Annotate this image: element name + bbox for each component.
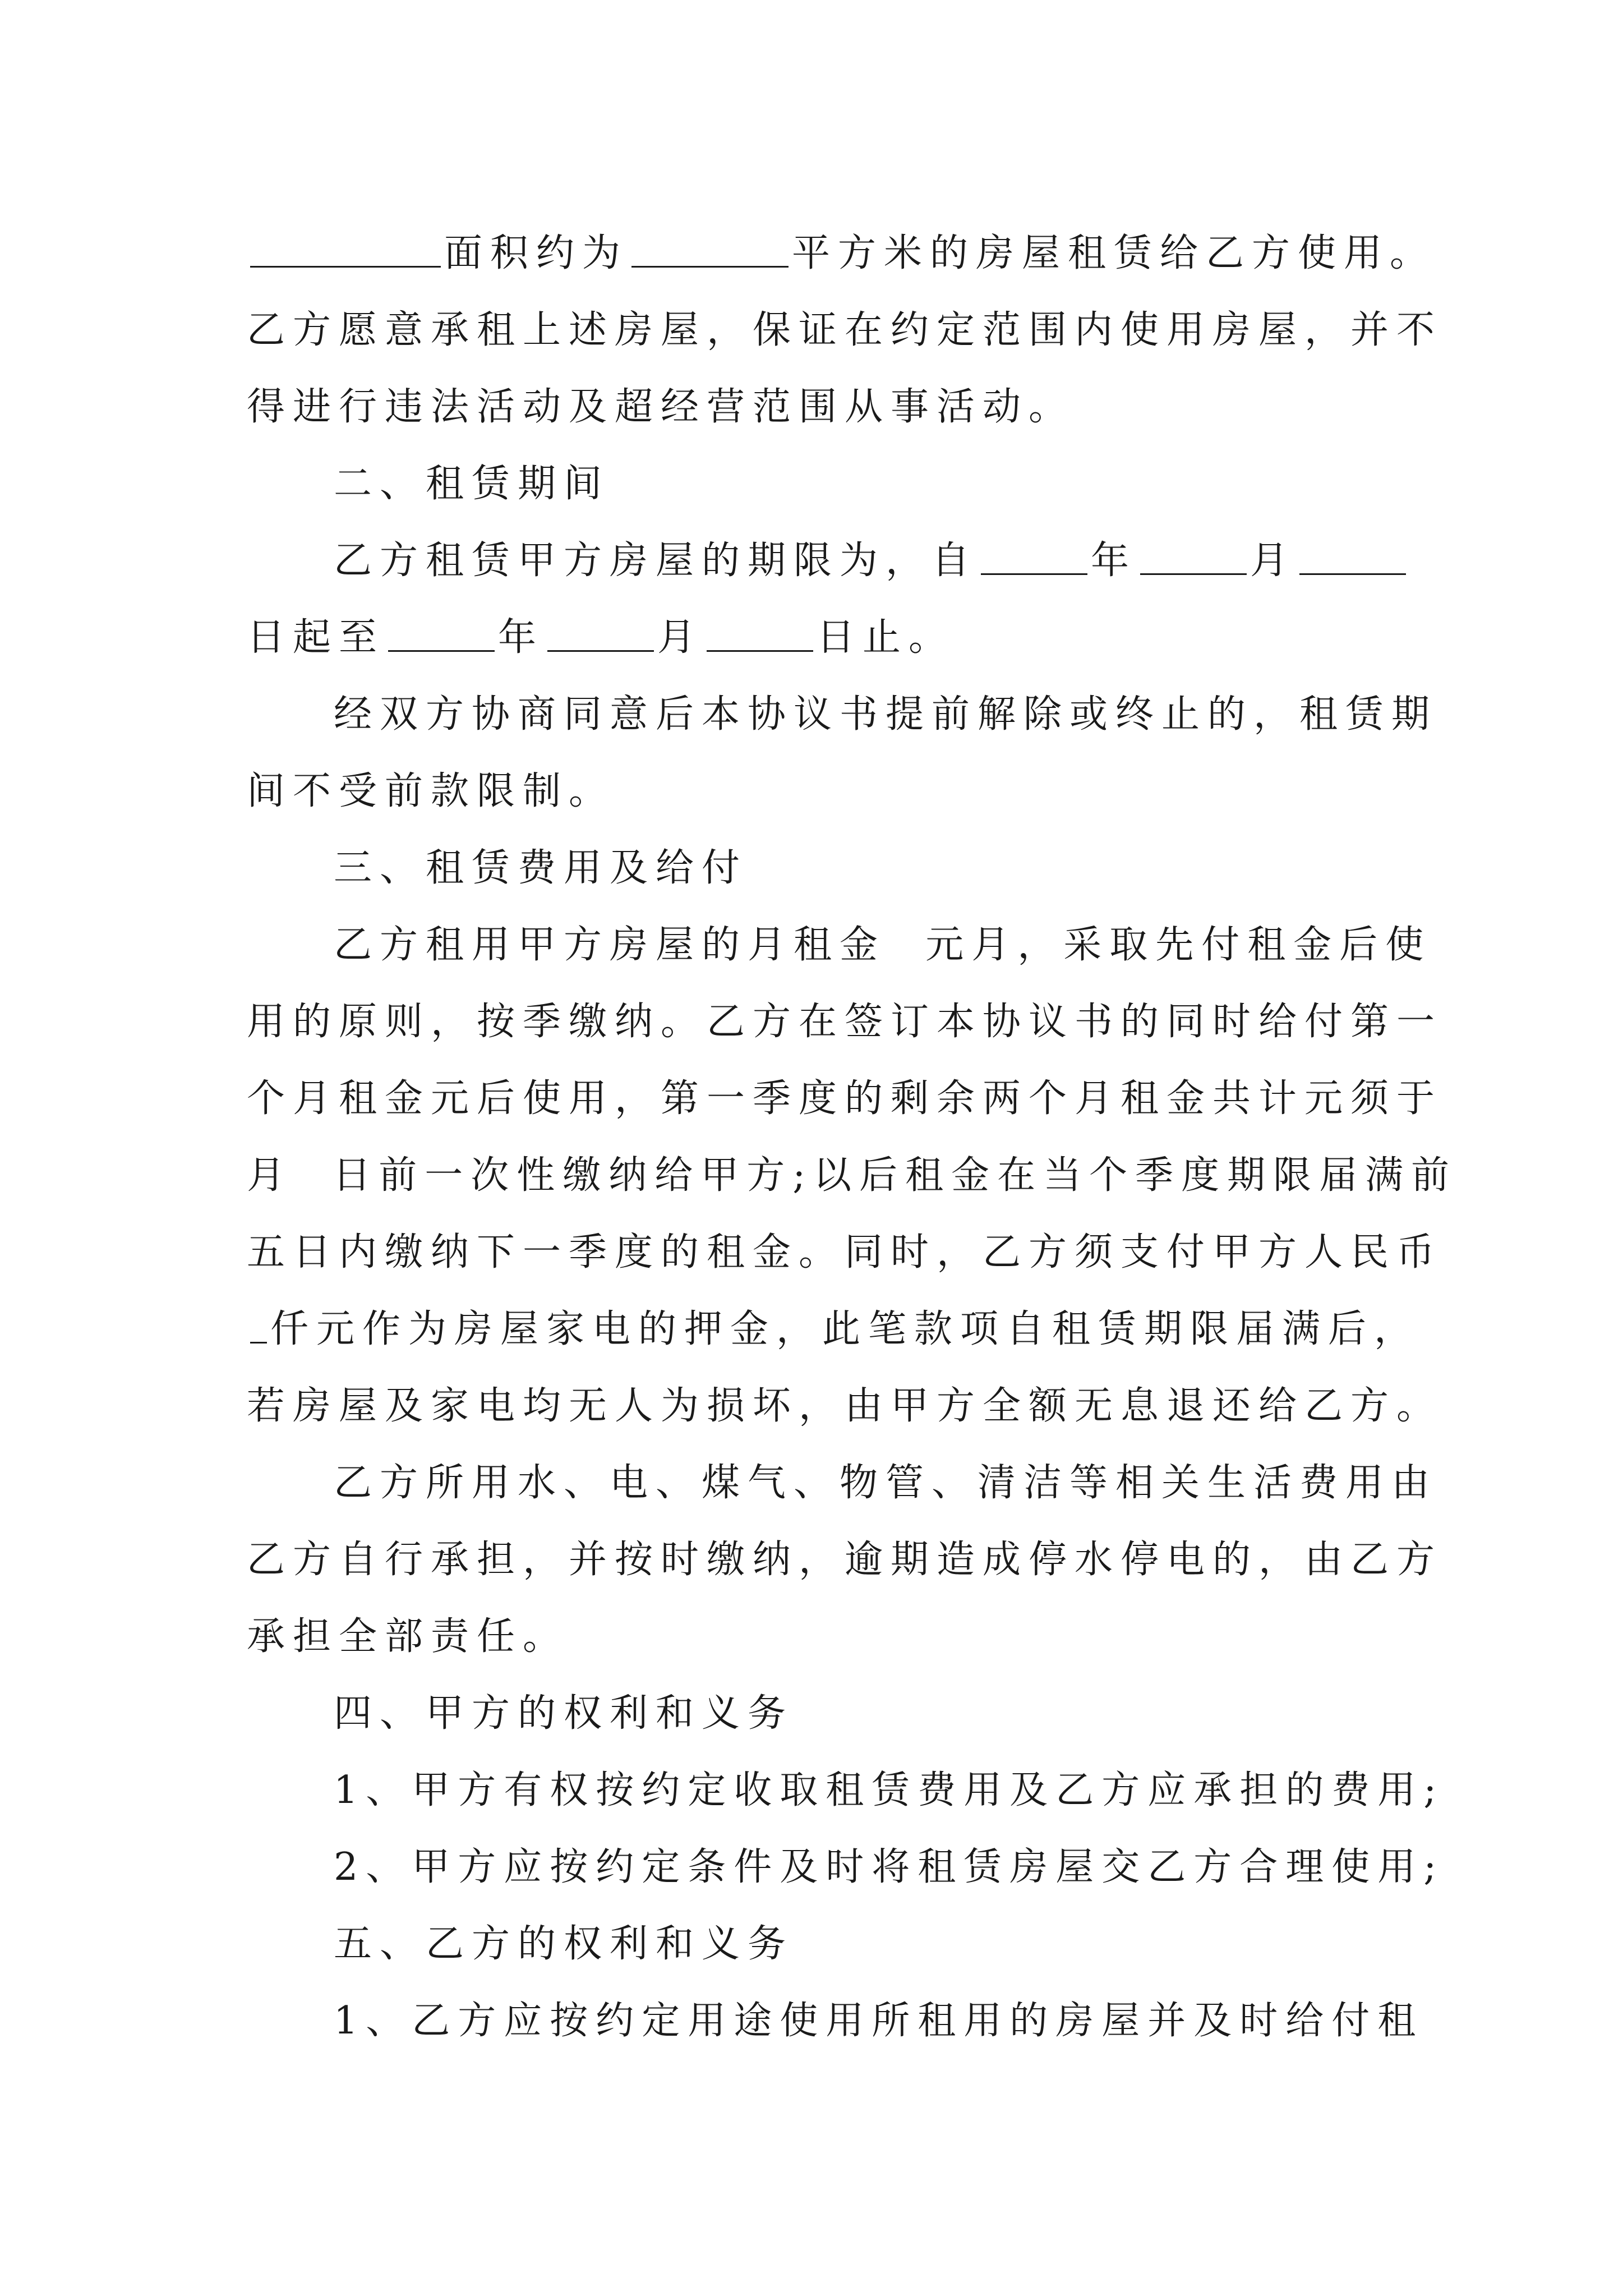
fill-in-blank bbox=[1140, 539, 1247, 575]
paragraph-line: 乙方租用甲方房屋的月租金 元月，采取先付租金后使 bbox=[334, 923, 1432, 967]
document-body bbox=[247, 215, 1458, 2059]
list-item: 1、甲方有权按约定收取租赁费用及乙方应承担的费用; bbox=[334, 1768, 1445, 1812]
text-span: 年 bbox=[1091, 539, 1137, 583]
paragraph-line: 间不受前款限制。 bbox=[247, 769, 615, 813]
fill-in-blank bbox=[981, 539, 1087, 575]
paragraph-line: 五日内缴纳下一季度的租金。同时，乙方须支付甲方人民币 bbox=[247, 1230, 1443, 1274]
text-span: 日起至 bbox=[247, 615, 385, 660]
fill-in-blank bbox=[250, 1308, 267, 1343]
text-span: 月 bbox=[657, 615, 704, 660]
paragraph-line: 乙方自行承担，并按时缴纳，逾期造成停水停电的，由乙方 bbox=[247, 1538, 1443, 1582]
paragraph-line: 承担全部责任。 bbox=[247, 1614, 569, 1659]
paragraph-line: 经双方协商同意后本协议书提前解除或终止的，租赁期 bbox=[334, 692, 1438, 737]
text-span: 平方米的房屋租赁给乙方使用。 bbox=[792, 231, 1436, 275]
paragraph-line bbox=[247, 1291, 1421, 1368]
paragraph-line bbox=[247, 215, 1436, 292]
fill-in-blank bbox=[1299, 539, 1406, 575]
fill-in-blank bbox=[631, 232, 789, 268]
text-span: 年 bbox=[498, 615, 545, 660]
paragraph-line: 若房屋及家电均无人为损坏，由甲方全额无息退还给乙方。 bbox=[247, 1384, 1443, 1428]
fill-in-blank bbox=[250, 232, 441, 268]
paragraph-line: 个月租金元后使用，第一季度的剩余两个月租金共计元须于 bbox=[247, 1076, 1443, 1121]
text-span: 乙方租赁甲方房屋的期限为，自 bbox=[334, 539, 978, 583]
section-heading: 五、乙方的权利和义务 bbox=[334, 1922, 794, 1966]
paragraph-line: 月 日前一次性缴纳给甲方;以后租金在当个季度期限届满前 bbox=[247, 1153, 1458, 1198]
paragraph-line: 乙方所用水、电、煤气、物管、清洁等相关生活费用由 bbox=[334, 1461, 1438, 1505]
text-span: 日止。 bbox=[817, 615, 955, 660]
fill-in-blank bbox=[707, 616, 813, 652]
paragraph-line: 用的原则，按季缴纳。乙方在签订本协议书的同时给付第一 bbox=[247, 1000, 1443, 1044]
paragraph-line bbox=[247, 599, 1402, 676]
section-heading: 四、甲方的权利和义务 bbox=[334, 1691, 794, 1736]
text-span: 月 bbox=[1250, 539, 1297, 583]
list-item: 2、甲方应按约定条件及时将租赁房屋交乙方合理使用; bbox=[334, 1845, 1445, 1889]
text-span: 仟元作为房屋家电的押金，此笔款项自租赁期限届满后， bbox=[270, 1307, 1421, 1351]
paragraph-line bbox=[247, 522, 1402, 599]
paragraph-line: 乙方愿意承租上述房屋，保证在约定范围内使用房屋，并不 bbox=[247, 308, 1443, 352]
paragraph-line: 得进行违法活动及超经营范围从事活动。 bbox=[247, 385, 1075, 429]
list-item: 1、乙方应按约定用途使用所租用的房屋并及时给付租 bbox=[334, 1999, 1424, 2043]
fill-in-blank bbox=[547, 616, 654, 652]
section-heading: 二、租赁期间 bbox=[334, 462, 610, 506]
text-span: 面积约为 bbox=[444, 231, 629, 275]
fill-in-blank bbox=[388, 616, 495, 652]
section-heading: 三、租赁费用及给付 bbox=[334, 846, 748, 890]
